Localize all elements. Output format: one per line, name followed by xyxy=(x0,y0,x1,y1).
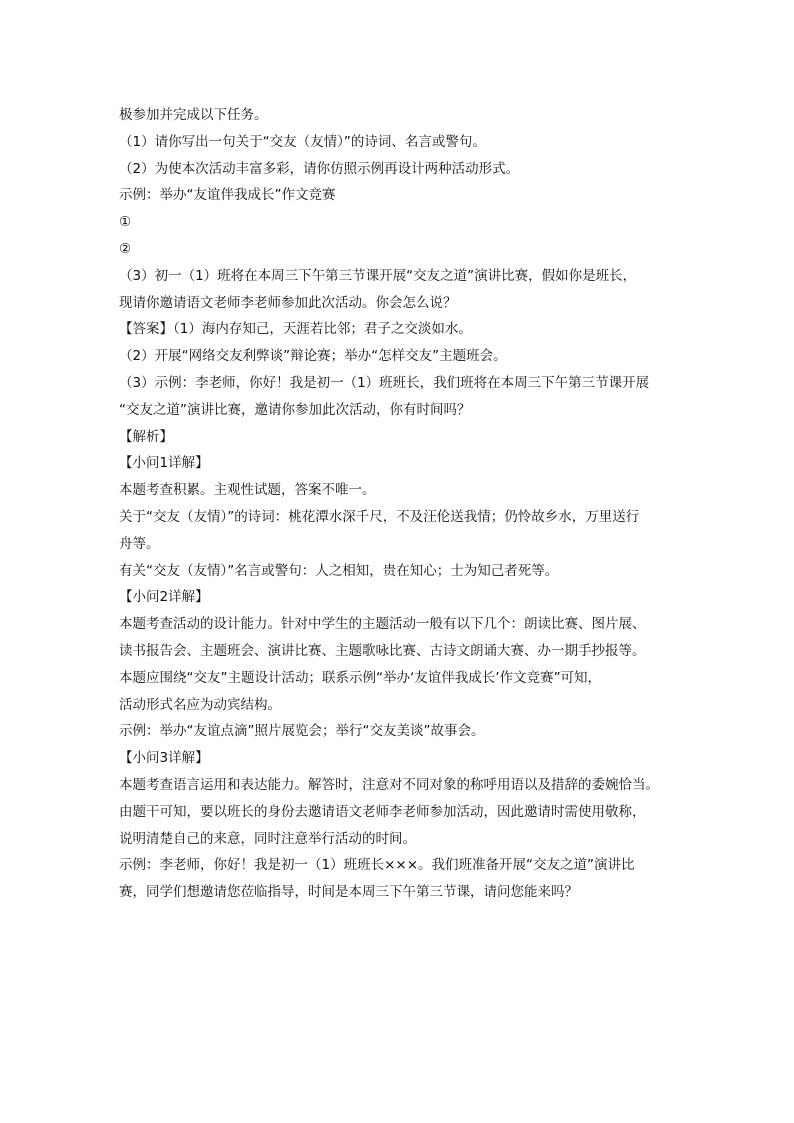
question-1-line: （1）请你写出一句关于“交友（友情）”的诗词、名言或警句。 xyxy=(119,133,486,150)
analysis-2-line-2: 读书报告会、主题班会、演讲比赛、主题歌咏比赛、古诗文朗诵大赛、办一期手抄报等。 xyxy=(119,642,646,659)
answer-line-3: （3）示例：李老师，你好！我是初一（1）班班长，我们班将在本周三下午第三节课开展 xyxy=(119,374,650,391)
analysis-3-line-2: 由题干可知，要以班长的身份去邀请语文老师李老师参加活动，因此邀请时需使用敬称， xyxy=(119,803,646,820)
analysis-3-line-3: 说明清楚自己的来意，同时注意举行活动的时间。 xyxy=(119,830,416,847)
blank-item-2: ② xyxy=(119,240,132,257)
subquestion-1-heading: 【小问1详解】 xyxy=(119,455,209,472)
subquestion-3-heading: 【小问3详解】 xyxy=(119,750,209,767)
analysis-2-example: 示例：举办“友谊点滴”照片展览会；举行“交友美谈”故事会。 xyxy=(119,723,485,740)
answer-line-1: 【答案】（1）海内存知己，天涯若比邻；君子之交淡如水。 xyxy=(119,321,472,338)
document-body xyxy=(119,102,679,906)
question-3-line: （3）初一（1）班将在本周三下午第三节课开展“交友之道”演讲比赛，假如你是班长， xyxy=(119,267,637,284)
analysis-2-line-1: 本题考查活动的设计能力。针对中学生的主题活动一般有以下几个：朗读比赛、图片展、 xyxy=(119,616,646,633)
blank-item-1: ① xyxy=(119,214,132,231)
analysis-2-line-4: 活动形式名应为动宾结构。 xyxy=(119,696,281,713)
analysis-heading: 【解析】 xyxy=(119,428,173,445)
answer-line-2: （2）开展“网络交友利弊谈”辩论赛；举办“怎样交友”主题班会。 xyxy=(119,348,507,365)
question-2-line: （2）为使本次活动丰富多彩，请你仿照示例再设计两种活动形式。 xyxy=(119,160,520,177)
analysis-3-example-line-2: 赛，同学们想邀请您莅临指导，时间是本周三下午第三节课，请问您能来吗？ xyxy=(119,884,578,901)
analysis-1-line-1: 本题考查积累。主观性试题，答案不唯一。 xyxy=(119,482,376,499)
analysis-1-line-4: 有关“交友（友情）”名言或警句：人之相知，贵在知心；士为知己者死等。 xyxy=(119,562,559,579)
analysis-3-example-line-1: 示例：李老师，你好！我是初一（1）班班长×××。我们班准备开展“交友之道”演讲比 xyxy=(119,857,635,874)
analysis-3-line-1: 本题考查语言运用和表达能力。解答时，注意对不同对象的称呼用语以及措辞的委婉恰当。 xyxy=(119,776,659,793)
analysis-1-line-2: 关于“交友（友情）”的诗词：桃花潭水深千尺，不及汪伦送我情；仍怜故乡水，万里送行 xyxy=(119,508,640,525)
analysis-1-line-3: 舟等。 xyxy=(119,535,160,552)
text-line: 极参加并完成以下任务。 xyxy=(119,107,268,123)
question-3-line-continued: 现请你邀请语文老师李老师参加此次活动。你会怎么说？ xyxy=(119,294,457,311)
analysis-2-line-3: 本题应围绕“交友”主题设计活动；联系示例“举办‘友谊伴我成长’作文竞赛”可知， xyxy=(119,669,602,686)
example-line: 示例：举办“友谊伴我成长”作文竞赛 xyxy=(119,187,336,204)
subquestion-2-heading: 【小问2详解】 xyxy=(119,589,209,606)
answer-line-3-continued: “交友之道”演讲比赛，邀请你参加此次活动，你有时间吗？ xyxy=(119,401,471,418)
